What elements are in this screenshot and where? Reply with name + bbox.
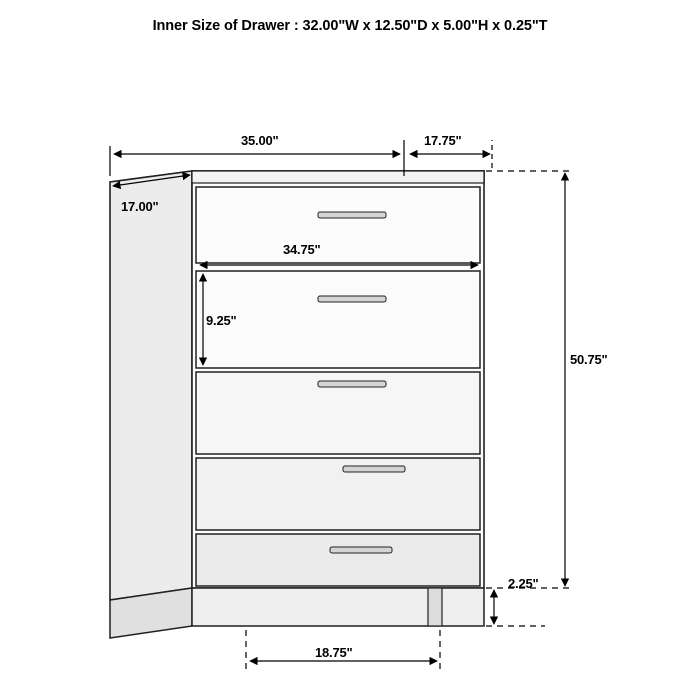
drawer-front-2[interactable] [196, 271, 480, 368]
dim-label-drawer-height: 9.25" [206, 313, 237, 328]
dim-label-leg-height: 2.25" [508, 576, 539, 591]
dim-label-width-front: 35.00" [241, 133, 279, 148]
drawer-front-1[interactable] [196, 187, 480, 263]
dim-label-overall-height: 50.75" [570, 352, 608, 367]
dim-label-drawer-width: 34.75" [283, 242, 321, 257]
handle-icon-5[interactable] [330, 547, 392, 553]
dim-label-depth-top: 17.75" [424, 133, 462, 148]
chest-left-side-panel [110, 171, 192, 600]
drawer-front-4[interactable] [196, 458, 480, 530]
dim-label-leg-span: 18.75" [315, 645, 353, 660]
chest-foot-notch [428, 588, 442, 626]
dim-label-depth-side: 17.00" [121, 199, 159, 214]
handle-icon-1[interactable] [318, 212, 386, 218]
handle-icon-4[interactable] [343, 466, 405, 472]
chest-top-trim [192, 171, 484, 183]
handle-icon-2[interactable] [318, 296, 386, 302]
drawer-front-5[interactable] [196, 534, 480, 586]
handle-icon-3[interactable] [318, 381, 386, 387]
page-title: Inner Size of Drawer : 32.00"W x 12.50"D x 5.00"H x 0.25"T [152, 18, 548, 34]
